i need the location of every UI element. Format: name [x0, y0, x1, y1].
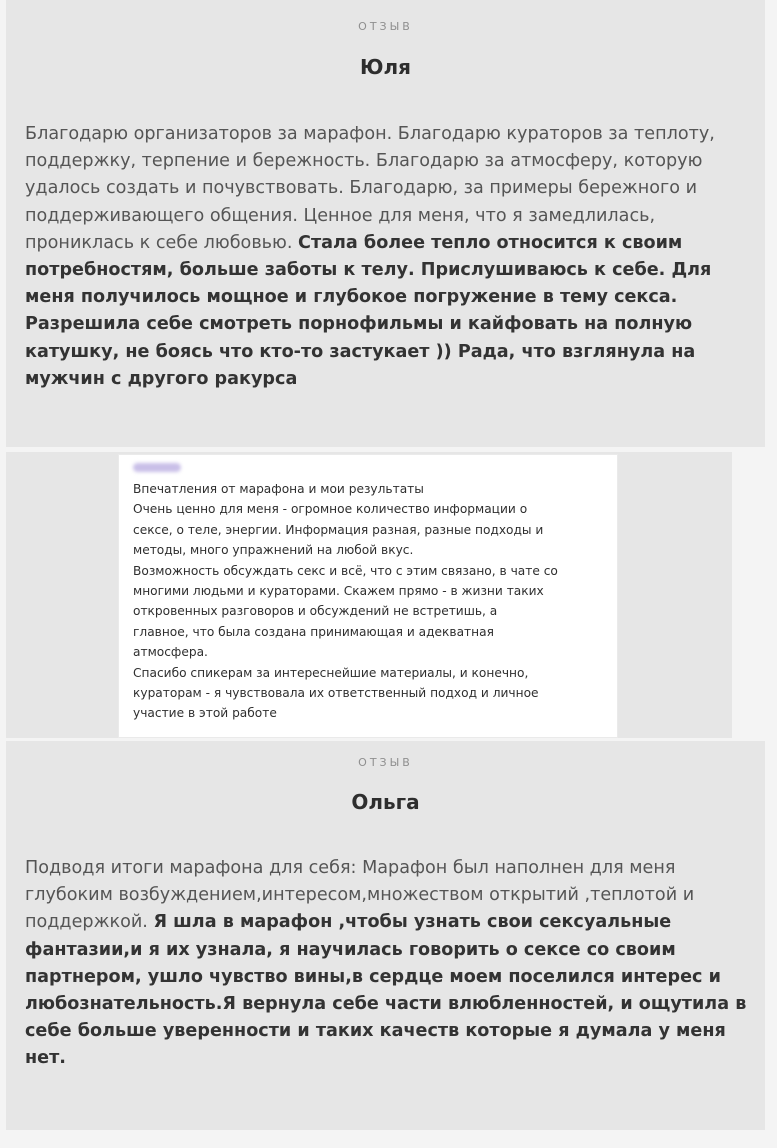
screenshot-line: Впечатления от марафона и мои результаты [133, 482, 424, 496]
reviewer-name: Юля [360, 55, 411, 79]
screenshot-line: главное, что была создана принимающая и адекватная [133, 624, 494, 639]
review-text-bold: Стала более тепло относится к своим потребностям, больше заботы к телу. Прислушиваюсь к себе. Для меня получилось мощное и глубокое погружение в тему секса. Разрешила себе смотреть порнофильмы и кайфовать на полную катушку, не боясь что кто-то застукает )) Рада, что взглянула на мужчин с другого ракурса [25, 232, 712, 389]
screenshot-line: сексе, о теле, энергии. Информация разная, разные подходы и [133, 522, 544, 537]
review-text-regular: Подводя итоги марафона для себя: Марафон был наполнен для меня глубоким возбуждением,интересом,множеством открытий ,теплотой и поддержкой. [25, 858, 695, 933]
review-screenshot-image [118, 454, 618, 738]
reviewer-name: Ольга [351, 790, 420, 814]
screenshot-review-text [133, 479, 609, 724]
screenshot-line: кураторам - я чувствовала их ответственный подход и личное [133, 686, 539, 701]
review-card-olga [6, 741, 765, 1130]
review-text [25, 121, 755, 393]
screenshot-line: многими людьми и кураторами. Скажем прямо - в жизни таких [133, 584, 544, 599]
screenshot-line: откровенных разговоров и обсуждений не встретишь, а [133, 604, 498, 619]
review-card-yulia [6, 0, 765, 447]
review-tag: ОТЗЫВ [358, 756, 413, 769]
screenshot-line: участие в этой работе [133, 706, 277, 721]
review-screenshot-band [6, 452, 732, 738]
review-text-regular: Благодарю организаторов за марафон. Благодарю кураторов за теплоту, поддержку, терпение и бережность. Благодарю за атмосферу, которую удалось создать и почувствовать. Благодарю, за примеры бережного и поддерживающего общения. Ценное для меня, что я замедлилась, прониклась к себе любовью. [25, 124, 715, 253]
blurred-author-name [133, 463, 181, 472]
review-text-bold: Я шла в марафон ,чтобы узнать свои сексуальные фантазии,и я их узнала, я научилась говорить о сексе со своим партнером, ушло чувство вины,в сердце моем поселился интерес и любознательность.Я вернула себе части влюбленностей, и ощутила в себе больше уверенности и таких качеств которые я думала у меня нет. [25, 912, 747, 1069]
screenshot-line: методы, много упражнений на любой вкус. [133, 543, 414, 558]
screenshot-line: атмосфера. [133, 645, 208, 660]
review-tag: ОТЗЫВ [358, 20, 413, 33]
screenshot-line: Очень ценно для меня - огромное количество информации о [133, 502, 528, 517]
review-text [25, 855, 755, 1073]
screenshot-line: Спасибо спикерам за интереснейшие материалы, и конечно, [133, 665, 529, 680]
screenshot-line: Возможность обсуждать секс и всё, что с этим связано, в чате со [133, 563, 558, 578]
